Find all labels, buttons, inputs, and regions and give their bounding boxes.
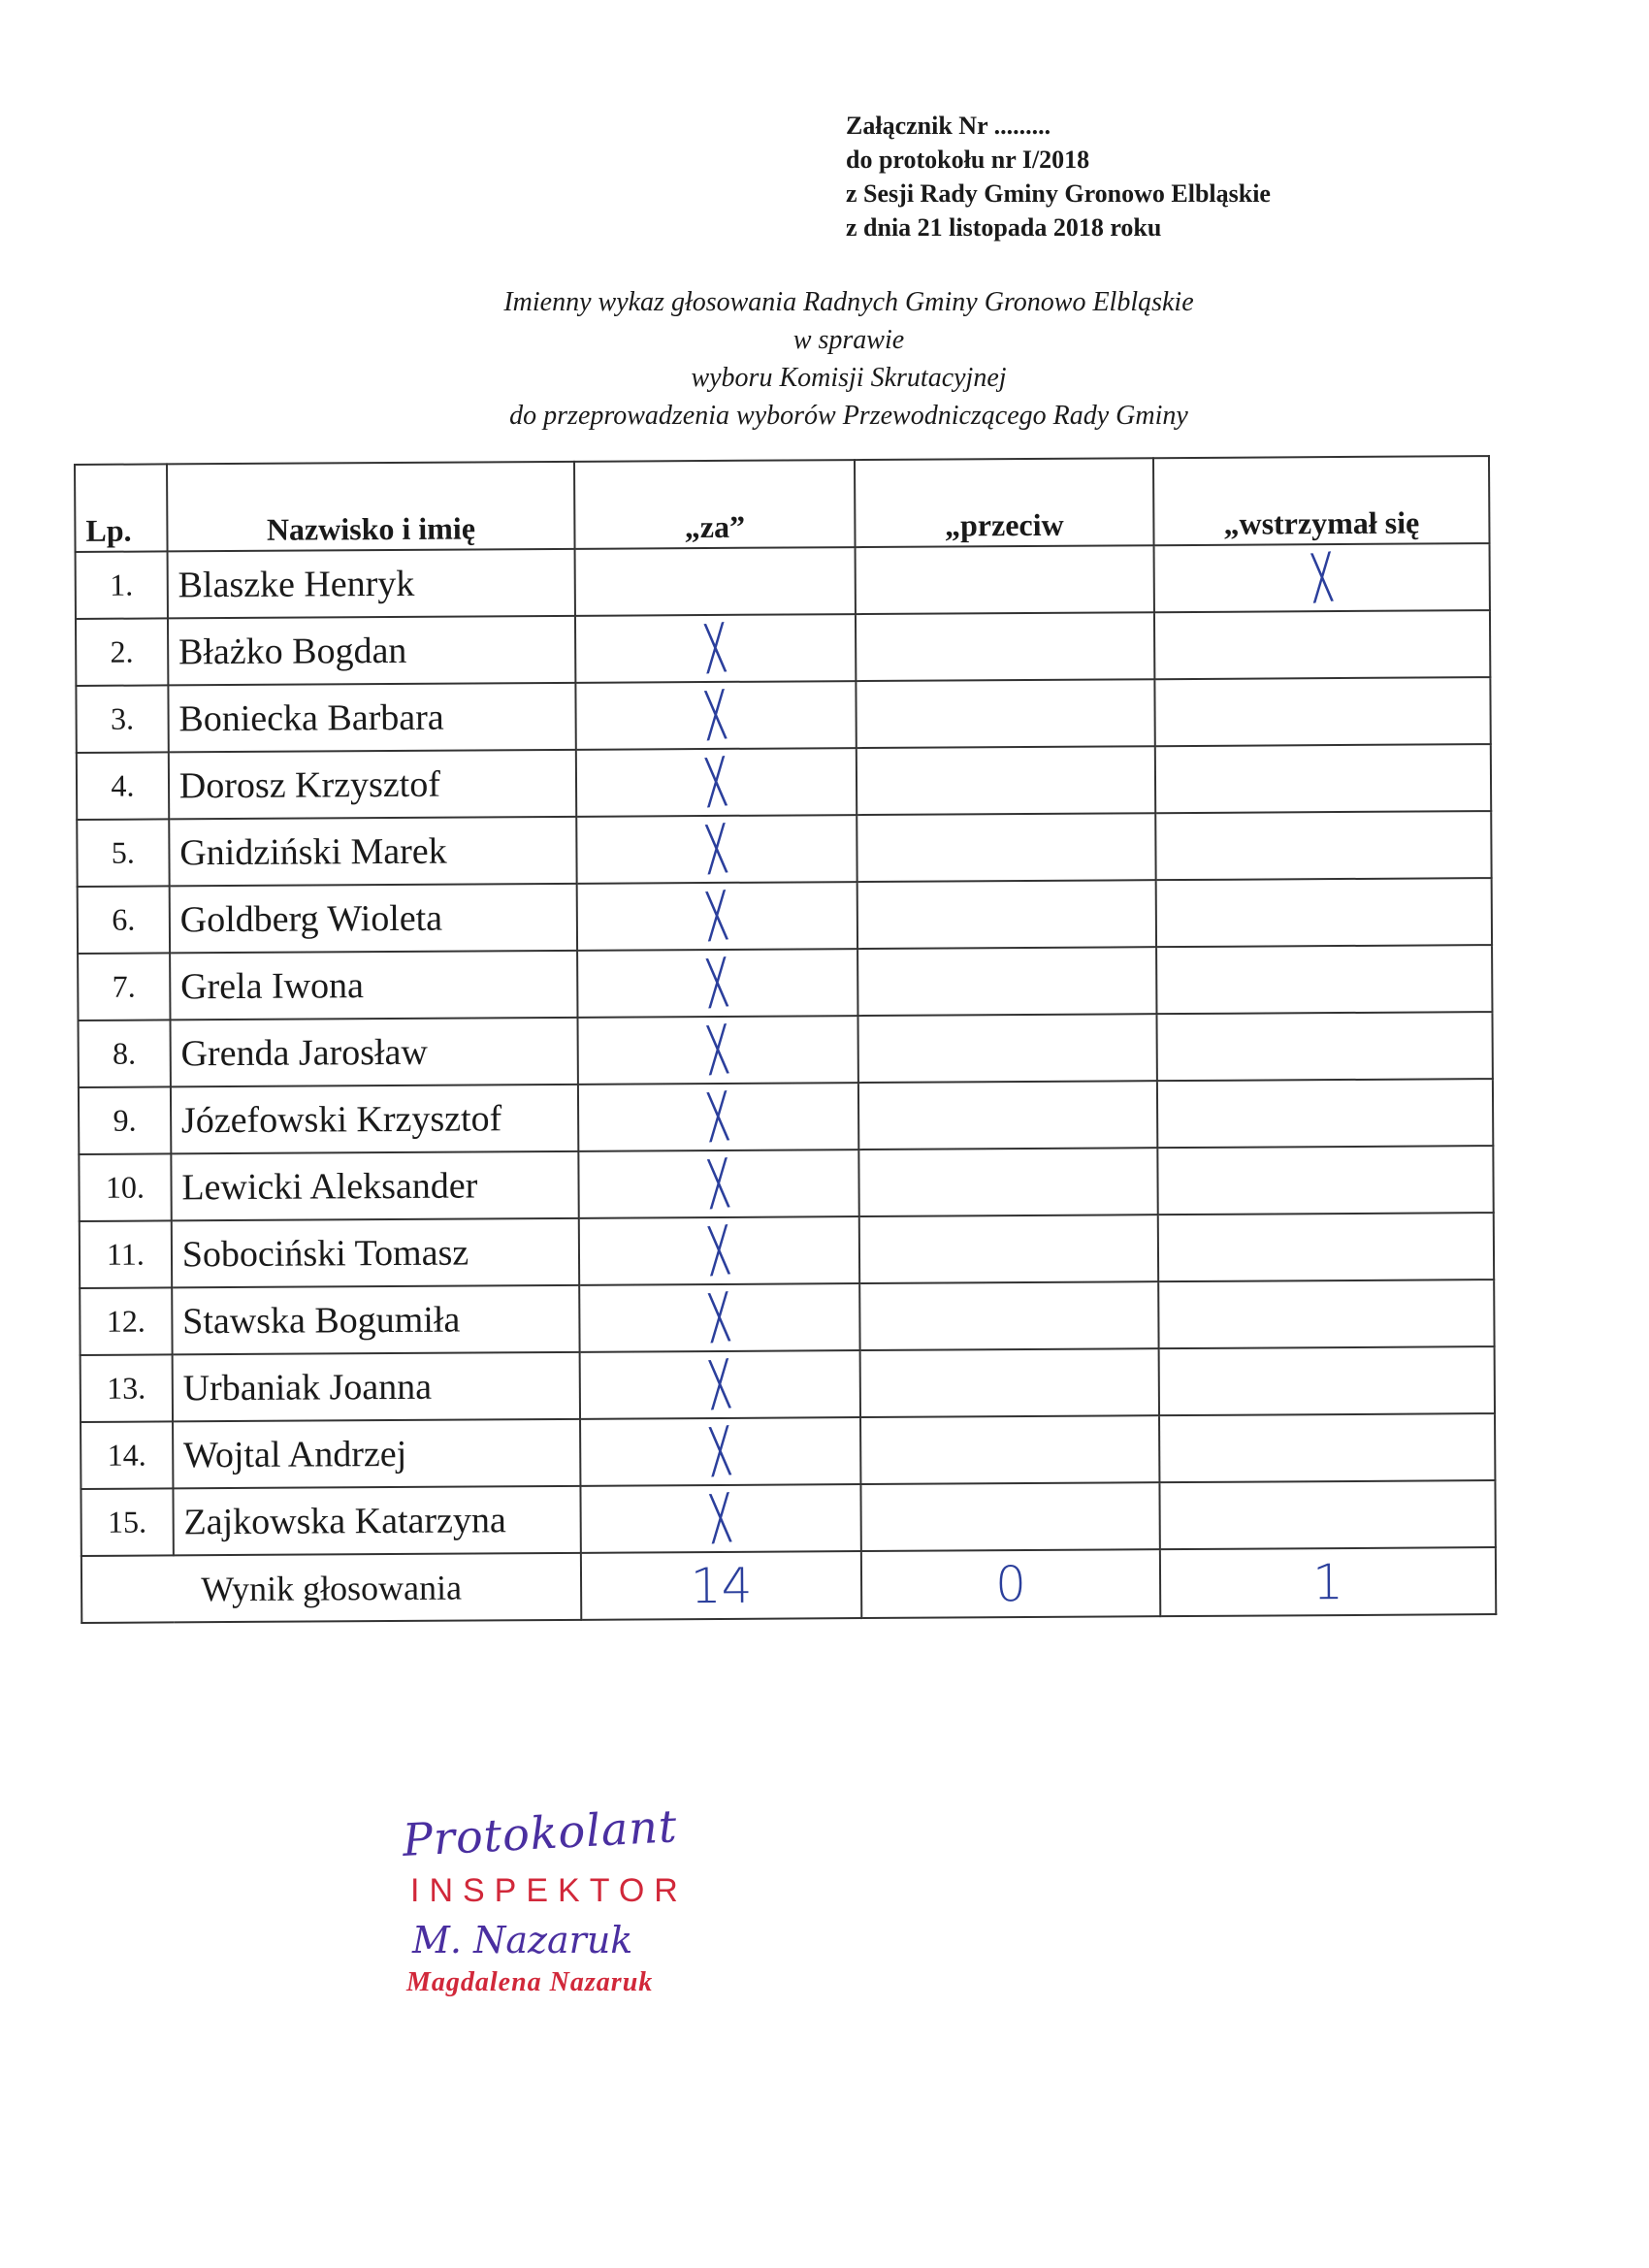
vote-mark-icon: ╳ bbox=[705, 689, 727, 741]
stamp-title: INSPEKTOR bbox=[410, 1872, 688, 1909]
vote-cell-wstrzymal bbox=[1156, 945, 1492, 1014]
row-lp: 10. bbox=[79, 1153, 171, 1221]
attachment-number: Załącznik Nr ......... bbox=[846, 112, 1051, 140]
table-row bbox=[80, 1280, 1494, 1355]
row-name: Grela Iwona bbox=[170, 951, 578, 1021]
document-title bbox=[0, 283, 1649, 435]
row-name: Dorosz Krzysztof bbox=[169, 750, 577, 820]
row-lp: 7. bbox=[78, 953, 170, 1021]
table-row bbox=[79, 1079, 1493, 1154]
vote-cell-przeciw bbox=[858, 1081, 1157, 1150]
vote-cell-przeciw bbox=[859, 1281, 1158, 1350]
vote-cell-przeciw bbox=[860, 1348, 1159, 1417]
session-date: z dnia 21 listopada 2018 roku bbox=[846, 213, 1162, 242]
header-lp: Lp. bbox=[75, 464, 167, 552]
row-name: Boniecka Barbara bbox=[168, 683, 576, 753]
row-lp: 4. bbox=[77, 752, 169, 820]
vote-cell-za bbox=[577, 949, 857, 1018]
vote-mark-icon: ╳ bbox=[705, 622, 727, 674]
vote-cell-przeciw bbox=[858, 1148, 1157, 1216]
vote-mark-icon: ╳ bbox=[710, 1492, 731, 1544]
vote-cell-wstrzymal bbox=[1154, 543, 1490, 612]
total-przeciw-cell bbox=[861, 1549, 1160, 1618]
vote-cell-za bbox=[579, 1216, 859, 1285]
vote-cell-przeciw bbox=[856, 679, 1154, 748]
vote-cell-przeciw bbox=[855, 545, 1153, 614]
vote-mark-icon: ╳ bbox=[707, 1023, 728, 1076]
vote-cell-przeciw bbox=[860, 1482, 1159, 1551]
total-przeciw: 0 bbox=[994, 1555, 1027, 1612]
row-name: Blaszke Henryk bbox=[167, 549, 575, 619]
table-row bbox=[81, 1346, 1495, 1422]
vote-mark-icon: ╳ bbox=[708, 1090, 729, 1143]
row-lp: 14. bbox=[81, 1421, 173, 1489]
row-name: Gnidziński Marek bbox=[169, 817, 577, 887]
header-wstrzymal: „wstrzymał się bbox=[1153, 456, 1490, 545]
vote-cell-przeciw bbox=[857, 746, 1155, 815]
vote-cell-wstrzymal bbox=[1159, 1480, 1495, 1549]
table-row bbox=[77, 744, 1491, 820]
row-name: Zajkowska Katarzyna bbox=[173, 1486, 581, 1556]
header-name: Nazwisko i imię bbox=[167, 462, 575, 552]
row-lp: 12. bbox=[80, 1287, 172, 1355]
row-name: Stawska Bogumiła bbox=[172, 1285, 580, 1355]
vote-cell-za bbox=[577, 882, 857, 951]
row-name: Sobociński Tomasz bbox=[172, 1218, 580, 1288]
vote-cell-wstrzymal bbox=[1155, 744, 1491, 813]
table-row bbox=[79, 1146, 1493, 1221]
title-line-1: Imienny wykaz głosowania Radnych Gminy Gronowo Elbląskie bbox=[503, 287, 1194, 317]
row-name: Goldberg Wioleta bbox=[169, 884, 577, 954]
protocol-reference: do protokołu nr I/2018 bbox=[846, 146, 1090, 174]
total-wstrzymal: 1 bbox=[1311, 1553, 1344, 1610]
row-lp: 6. bbox=[78, 886, 170, 954]
vote-cell-przeciw bbox=[856, 612, 1154, 681]
vote-cell-za bbox=[579, 1283, 859, 1352]
vote-mark-icon: ╳ bbox=[1311, 551, 1333, 603]
row-name: Grenda Jarosław bbox=[170, 1018, 578, 1087]
vote-cell-za bbox=[578, 1016, 858, 1085]
vote-cell-przeciw bbox=[857, 947, 1156, 1016]
attachment-header bbox=[846, 109, 1271, 244]
vote-cell-za bbox=[580, 1417, 860, 1486]
row-lp: 11. bbox=[80, 1220, 172, 1288]
vote-mark-icon: ╳ bbox=[708, 1224, 730, 1277]
signature-initials: M. Nazaruk bbox=[412, 1919, 633, 1961]
vote-cell-za bbox=[575, 614, 856, 683]
total-label: Wynik głosowania bbox=[81, 1553, 582, 1623]
vote-cell-wstrzymal bbox=[1159, 1413, 1495, 1482]
vote-cell-za bbox=[581, 1484, 861, 1553]
voting-table bbox=[74, 455, 1497, 1624]
vote-cell-za bbox=[576, 748, 857, 817]
vote-cell-za bbox=[575, 547, 856, 616]
vote-cell-za bbox=[578, 1083, 858, 1151]
table-row bbox=[76, 677, 1490, 753]
table-row bbox=[78, 878, 1492, 954]
total-za-cell bbox=[581, 1551, 861, 1620]
table-row bbox=[81, 1480, 1495, 1556]
vote-cell-wstrzymal bbox=[1155, 811, 1491, 880]
vote-cell-za bbox=[576, 681, 857, 750]
row-name: Urbaniak Joanna bbox=[172, 1352, 580, 1422]
header-za: „za” bbox=[574, 460, 855, 549]
table-header-row bbox=[75, 456, 1490, 552]
vote-cell-wstrzymal bbox=[1154, 610, 1490, 679]
vote-cell-wstrzymal bbox=[1159, 1346, 1495, 1415]
vote-cell-wstrzymal bbox=[1156, 878, 1492, 947]
vote-mark-icon: ╳ bbox=[709, 1358, 730, 1410]
vote-cell-przeciw bbox=[857, 880, 1156, 949]
table-row bbox=[79, 1012, 1493, 1087]
vote-cell-wstrzymal bbox=[1158, 1280, 1494, 1348]
vote-mark-icon: ╳ bbox=[710, 1425, 731, 1477]
row-lp: 2. bbox=[76, 618, 168, 686]
title-line-2: w sprawie bbox=[792, 325, 905, 355]
vote-cell-wstrzymal bbox=[1158, 1213, 1494, 1281]
row-name: Lewicki Aleksander bbox=[171, 1151, 579, 1221]
title-line-3: wyboru Komisji Skrutacyjnej bbox=[691, 363, 1007, 393]
table-row bbox=[80, 1213, 1494, 1288]
stamp-name: Magdalena Nazaruk bbox=[406, 1967, 654, 1997]
vote-cell-przeciw bbox=[857, 813, 1155, 882]
row-lp: 1. bbox=[76, 551, 168, 619]
total-za: 14 bbox=[690, 1557, 753, 1614]
row-name: Józefowski Krzysztof bbox=[171, 1085, 579, 1154]
row-lp: 13. bbox=[81, 1354, 173, 1422]
row-lp: 3. bbox=[76, 685, 168, 753]
vote-mark-icon: ╳ bbox=[705, 756, 728, 808]
table-row bbox=[76, 543, 1490, 619]
vote-cell-wstrzymal bbox=[1157, 1079, 1493, 1148]
vote-mark-icon: ╳ bbox=[706, 823, 728, 875]
header-przeciw: „przeciw bbox=[855, 458, 1154, 547]
vote-cell-przeciw bbox=[860, 1415, 1159, 1484]
vote-cell-wstrzymal bbox=[1154, 677, 1490, 746]
table-row bbox=[78, 945, 1492, 1021]
vote-cell-wstrzymal bbox=[1157, 1146, 1493, 1215]
row-lp: 5. bbox=[77, 819, 169, 887]
vote-mark-icon: ╳ bbox=[709, 1291, 730, 1344]
vote-cell-przeciw bbox=[857, 1014, 1156, 1083]
vote-mark-icon: ╳ bbox=[706, 890, 728, 942]
table-row bbox=[77, 811, 1491, 887]
vote-mark-icon: ╳ bbox=[708, 1157, 729, 1210]
session-reference: z Sesji Rady Gminy Gronowo Elbląskie bbox=[846, 179, 1271, 208]
vote-cell-za bbox=[579, 1150, 859, 1218]
vote-cell-przeciw bbox=[859, 1215, 1158, 1283]
title-line-4: do przeprowadzenia wyborów Przewodniczącego Rady Gminy bbox=[509, 401, 1188, 431]
row-name: Wojtal Andrzej bbox=[173, 1419, 581, 1489]
vote-cell-wstrzymal bbox=[1156, 1012, 1492, 1081]
table-row bbox=[76, 610, 1490, 686]
row-lp: 8. bbox=[79, 1020, 171, 1087]
row-lp: 15. bbox=[81, 1488, 173, 1556]
table-body bbox=[76, 543, 1496, 1556]
row-lp: 9. bbox=[79, 1086, 171, 1154]
vote-mark-icon: ╳ bbox=[707, 956, 728, 1009]
vote-cell-za bbox=[576, 815, 857, 884]
total-wstrzymal-cell bbox=[1160, 1547, 1496, 1616]
signature-handwritten-title: Protokolant bbox=[401, 1799, 679, 1866]
row-name: Błażko Bogdan bbox=[168, 616, 576, 686]
table-row bbox=[81, 1413, 1495, 1489]
vote-cell-za bbox=[580, 1350, 860, 1419]
total-row bbox=[81, 1547, 1496, 1623]
